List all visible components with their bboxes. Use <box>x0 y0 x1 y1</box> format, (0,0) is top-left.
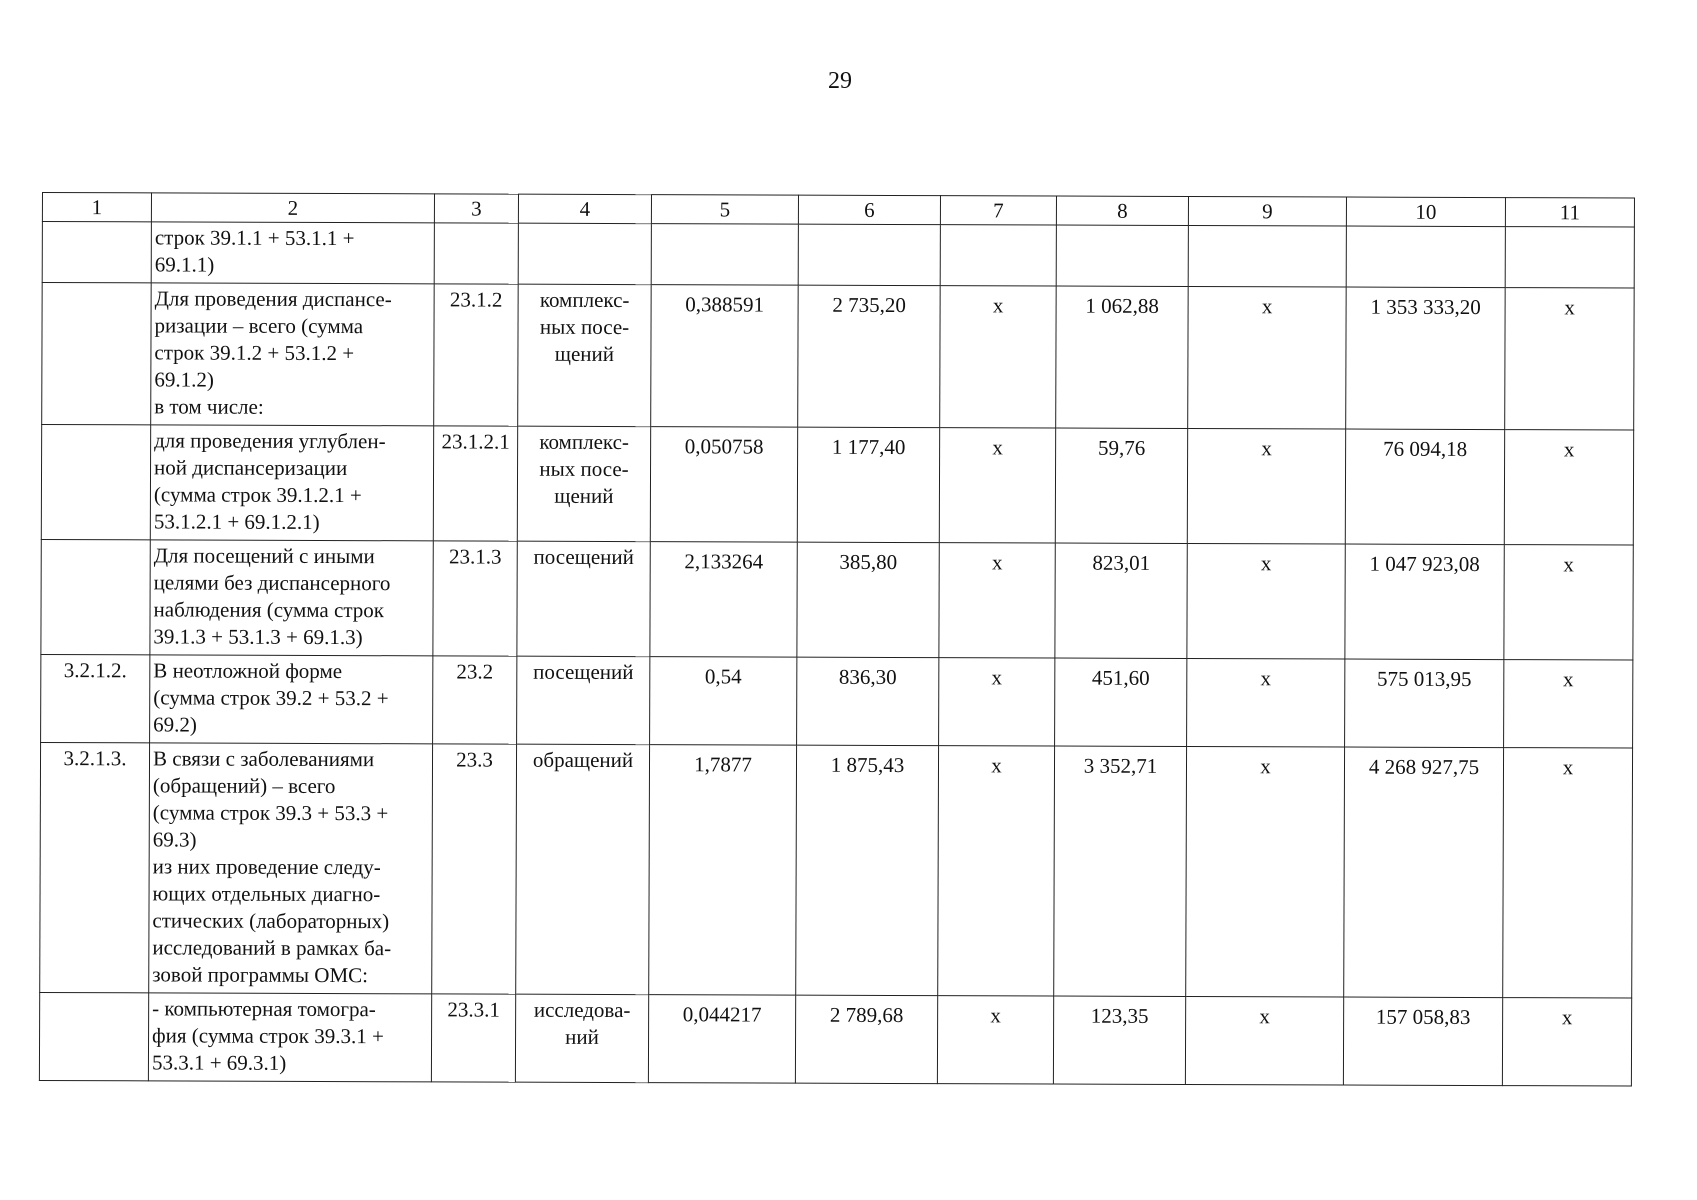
row-description <box>149 743 433 994</box>
row-description <box>150 655 433 744</box>
description-line: 53.1.2.1 + 69.1.2.1) <box>153 509 320 534</box>
description-line: 69.1.2) <box>154 367 214 392</box>
line-code <box>434 223 518 284</box>
description-line: из них проведение следу- <box>152 854 381 880</box>
header-cell: 8 <box>1056 196 1188 225</box>
description-line: наблюдения (сумма строк <box>153 597 385 623</box>
unit-line: посещений <box>533 659 634 685</box>
row-description <box>151 283 434 426</box>
table-row <box>42 283 1634 431</box>
col11-cell: х <box>1504 660 1633 748</box>
description-line: (сумма строк 39.1.2.1 + <box>153 482 362 508</box>
cost-cell: 2 735,20 <box>798 285 940 427</box>
volume-cell: 0,388591 <box>651 285 798 428</box>
header-cell: 2 <box>151 193 434 223</box>
line-code: 23.2 <box>433 656 517 744</box>
description-line: ной диспансеризации <box>153 455 348 481</box>
unit-line: комплекс- <box>539 429 629 455</box>
line-code: 23.1.2 <box>434 284 518 426</box>
total-cell: 1 047 923,08 <box>1345 544 1504 660</box>
col7-cell: х <box>939 428 1055 543</box>
data-table <box>39 192 1635 1087</box>
unit-line: ний <box>565 1024 599 1049</box>
volume-cell: 0,044217 <box>648 995 795 1084</box>
row-number <box>39 992 148 1080</box>
per-capita-cell: 123,35 <box>1053 996 1185 1084</box>
per-capita-cell: 1 062,88 <box>1056 286 1188 428</box>
header-cell: 5 <box>651 195 798 225</box>
volume-cell <box>651 224 798 286</box>
volume-cell: 1,7877 <box>649 745 797 996</box>
total-cell: 1 353 333,20 <box>1346 287 1505 430</box>
total-cell: 4 268 927,75 <box>1344 747 1504 998</box>
col9-cell: х <box>1187 543 1345 659</box>
table-row <box>41 539 1633 660</box>
unit-cell <box>517 656 650 744</box>
line-code: 23.3 <box>432 744 517 994</box>
description-line: для проведения углублен- <box>154 428 386 454</box>
line-code: 23.3.1 <box>431 994 515 1082</box>
description-line: строк 39.1.1 + 53.1.1 + <box>154 225 355 251</box>
line-code: 23.1.2.1 <box>433 426 517 541</box>
col9-cell: х <box>1185 996 1343 1085</box>
volume-cell: 0,050758 <box>650 427 797 543</box>
cost-cell: 1 177,40 <box>797 427 939 542</box>
table-row <box>42 222 1634 289</box>
row-description <box>148 993 431 1082</box>
row-number: 3.2.1.2. <box>41 654 150 742</box>
total-cell <box>1346 226 1505 288</box>
per-capita-cell: 59,76 <box>1055 428 1187 543</box>
col9-cell: х <box>1186 746 1345 997</box>
total-cell: 157 058,83 <box>1343 997 1502 1086</box>
col11-cell <box>1505 227 1634 288</box>
header-cell: 7 <box>940 196 1056 225</box>
row-number: 3.2.1.3. <box>40 742 150 992</box>
description-line: - компьютерная томогра- <box>152 996 376 1022</box>
header-cell: 3 <box>434 194 518 223</box>
table-row <box>41 654 1633 748</box>
description-line: зовой программы ОМС: <box>152 962 369 988</box>
volume-cell: 2,133264 <box>650 542 797 658</box>
per-capita-cell: 823,01 <box>1055 543 1187 658</box>
unit-cell <box>517 541 650 656</box>
description-line: ющих отдельных диагно- <box>152 881 381 907</box>
description-line: фия (сумма строк 39.3.1 + <box>152 1023 384 1049</box>
col7-cell: х <box>939 543 1055 658</box>
description-line: 53.3.1 + 69.3.1) <box>151 1050 287 1075</box>
unit-cell <box>518 223 651 284</box>
col7-cell: х <box>938 746 1055 996</box>
cost-cell: 2 789,68 <box>795 995 937 1083</box>
col7-cell: х <box>940 286 1056 428</box>
per-capita-cell: 3 352,71 <box>1054 746 1187 996</box>
unit-line: ных посе- <box>539 314 630 340</box>
line-code: 23.1.3 <box>433 541 517 656</box>
description-line: в том числе: <box>154 394 264 419</box>
description-line: (сумма строк 39.3 + 53.3 + <box>152 800 389 826</box>
description-line: строк 39.1.2 + 53.1.2 + <box>154 340 355 366</box>
row-number <box>42 283 151 425</box>
table-row <box>40 742 1633 998</box>
total-cell: 575 013,95 <box>1345 659 1504 748</box>
description-line: исследований в рамках ба- <box>152 935 392 961</box>
unit-cell <box>515 994 648 1082</box>
description-line: 69.2) <box>153 712 197 737</box>
row-number <box>42 222 151 283</box>
col9-cell: х <box>1187 658 1345 747</box>
table-row <box>39 992 1631 1086</box>
cost-cell: 385,80 <box>797 542 939 657</box>
volume-cell: 0,54 <box>650 657 797 746</box>
description-line: целями без диспансерного <box>153 570 391 596</box>
unit-line: щений <box>554 341 615 366</box>
col11-cell: х <box>1505 288 1634 430</box>
col11-cell: х <box>1504 430 1633 545</box>
page-number: 29 <box>828 68 852 94</box>
unit-line: щений <box>554 483 614 508</box>
cost-cell: 1 875,43 <box>796 745 939 995</box>
header-cell: 1 <box>42 193 151 222</box>
col7-cell <box>940 225 1056 286</box>
row-description <box>151 222 434 284</box>
header-cell: 10 <box>1346 197 1505 227</box>
unit-cell <box>516 744 650 994</box>
unit-line: комплекс- <box>539 287 630 313</box>
col7-cell: х <box>939 658 1055 746</box>
cost-cell <box>798 224 940 285</box>
cost-cell: 836,30 <box>797 657 939 745</box>
header-cell: 4 <box>518 194 651 223</box>
row-number <box>41 425 150 540</box>
per-capita-cell: 451,60 <box>1055 658 1187 746</box>
description-line: Для проведения диспансе- <box>154 286 392 312</box>
header-cell: 11 <box>1505 198 1634 227</box>
header-cell: 9 <box>1188 197 1346 227</box>
description-line: (обращений) – всего <box>152 773 336 799</box>
col7-cell: х <box>937 996 1053 1084</box>
unit-line: исследова- <box>533 997 631 1023</box>
row-description <box>150 540 433 656</box>
col9-cell: х <box>1188 287 1346 430</box>
description-line: В неотложной форме <box>153 658 343 684</box>
description-line: 69.3) <box>152 827 197 852</box>
unit-line: ных посе- <box>539 456 629 482</box>
col11-cell: х <box>1503 748 1633 998</box>
col11-cell: х <box>1502 998 1631 1086</box>
description-line: Для посещений с иными <box>153 543 375 569</box>
unit-line: посещений <box>533 544 634 570</box>
col9-cell: х <box>1187 429 1345 545</box>
col9-cell <box>1188 226 1346 288</box>
description-line: В связи с заболеваниями <box>152 746 375 772</box>
row-number <box>41 539 150 654</box>
description-line: ризации – всего (сумма <box>154 313 364 339</box>
unit-line: обращений <box>532 747 634 773</box>
unit-cell <box>517 426 650 541</box>
per-capita-cell <box>1056 225 1188 286</box>
header-cell: 6 <box>798 195 940 224</box>
unit-cell <box>518 284 651 426</box>
description-line: 69.1.1) <box>154 252 215 277</box>
col11-cell: х <box>1504 545 1633 660</box>
table-row <box>41 425 1633 546</box>
row-description <box>150 425 433 541</box>
description-line: стических (лабораторных) <box>152 908 390 934</box>
description-line: 39.1.3 + 53.1.3 + 69.1.3) <box>153 624 363 650</box>
description-line: (сумма строк 39.2 + 53.2 + <box>153 685 389 711</box>
total-cell: 76 094,18 <box>1345 429 1504 545</box>
